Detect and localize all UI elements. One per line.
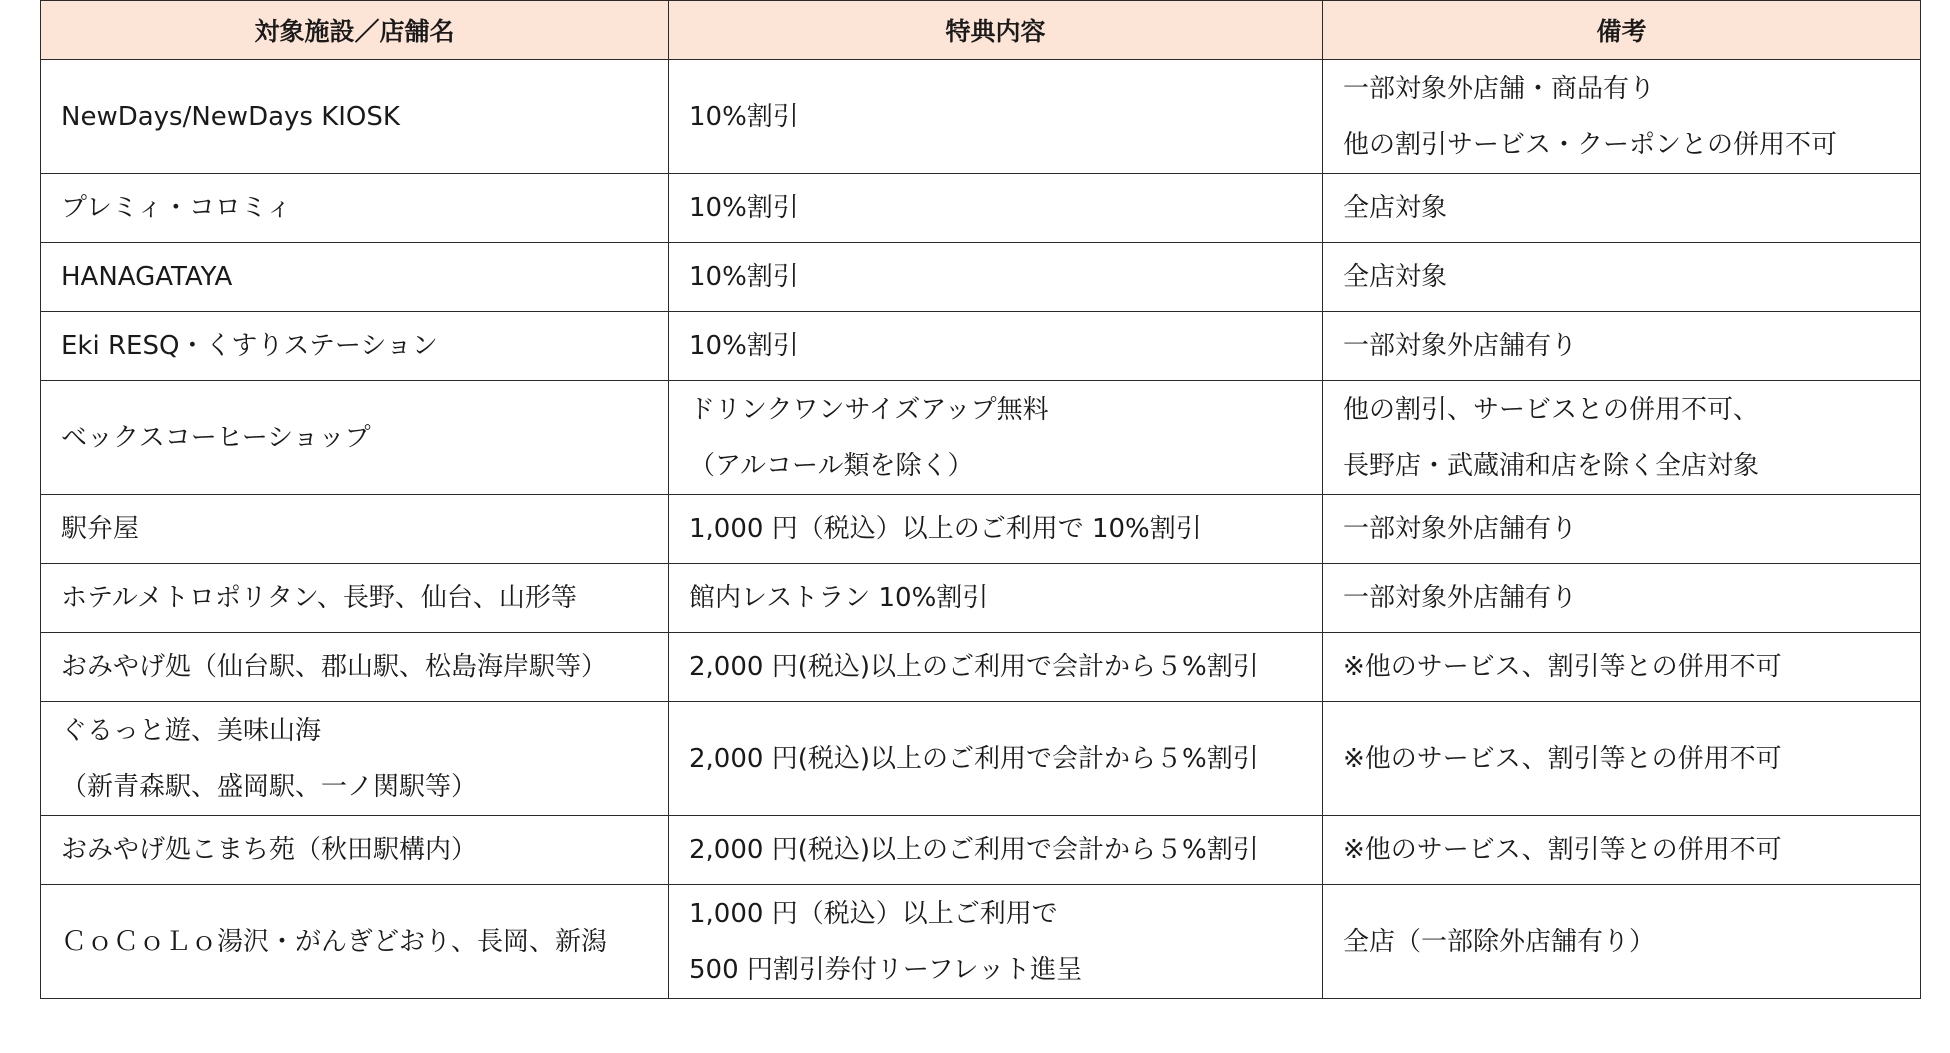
cell-note-line: ※他のサービス、割引等との併用不可 [1343, 835, 1782, 865]
table-body [41, 60, 1921, 999]
table-row [41, 885, 1921, 999]
cell-note-line: 一部対象外店舗・商品有り [1343, 73, 1656, 104]
cell-note [1323, 60, 1921, 174]
cell-benefit-line: 500 円割引券付リーフレット進呈 [689, 954, 1083, 985]
cell-facility-line: おみやげ処こまち苑（秋田駅構内） [61, 835, 478, 865]
cell-facility-line: Eki RESQ・くすりステーション [61, 331, 438, 361]
cell-note-line: 他の割引サービス・クーポンとの併用不可 [1343, 129, 1838, 160]
cell-facility [41, 633, 669, 702]
cell-benefit [669, 60, 1323, 174]
cell-facility [41, 564, 669, 633]
cell-note-line: 一部対象外店舗有り [1343, 331, 1578, 361]
cell-facility-line: プレミィ・コロミィ [61, 193, 292, 223]
cell-note [1323, 633, 1921, 702]
cell-benefit-line: 10%割引 [689, 262, 799, 292]
cell-benefit-line: 1,000 円（税込）以上のご利用で 10%割引 [689, 514, 1202, 544]
cell-benefit-line: 1,000 円（税込）以上ご利用で [689, 898, 1058, 929]
cell-benefit [669, 495, 1323, 564]
cell-benefit-line: 館内レストラン 10%割引 [689, 583, 989, 613]
cell-facility-line: ベックスコーヒーショップ [61, 422, 371, 453]
table-row [41, 816, 1921, 885]
table-row [41, 633, 1921, 702]
cell-benefit [669, 312, 1323, 381]
cell-facility [41, 312, 669, 381]
table-row [41, 564, 1921, 633]
cell-facility [41, 174, 669, 243]
cell-benefit [669, 381, 1323, 495]
cell-benefit-line: 2,000 円(税込)以上のご利用で会計から５%割引 [689, 743, 1259, 774]
cell-facility [41, 885, 669, 999]
cell-benefit [669, 816, 1323, 885]
benefits-table [40, 0, 1921, 999]
header-facility: 対象施設／店舗名 [41, 1, 669, 60]
cell-facility-line: HANAGATAYA [61, 262, 233, 292]
cell-facility [41, 702, 669, 816]
cell-note-line: ※他のサービス、割引等との併用不可 [1343, 652, 1782, 682]
cell-facility-line: 駅弁屋 [61, 514, 140, 544]
cell-note [1323, 495, 1921, 564]
cell-benefit-line: 10%割引 [689, 101, 799, 132]
table-row [41, 243, 1921, 312]
cell-note-line: 一部対象外店舗有り [1343, 583, 1578, 613]
cell-benefit [669, 564, 1323, 633]
cell-note-line: 全店対象 [1343, 193, 1448, 223]
cell-benefit [669, 885, 1323, 999]
cell-note [1323, 816, 1921, 885]
cell-note [1323, 381, 1921, 495]
cell-note-line: 他の割引、サービスとの併用不可、 [1343, 394, 1760, 425]
cell-benefit [669, 702, 1323, 816]
cell-facility [41, 381, 669, 495]
table-row [41, 60, 1921, 174]
cell-benefit [669, 243, 1323, 312]
cell-benefit [669, 633, 1323, 702]
cell-benefit-line: 2,000 円(税込)以上のご利用で会計から５%割引 [689, 835, 1259, 865]
cell-note [1323, 885, 1921, 999]
cell-benefit-line: 2,000 円(税込)以上のご利用で会計から５%割引 [689, 652, 1259, 682]
cell-benefit [669, 174, 1323, 243]
cell-facility [41, 816, 669, 885]
cell-facility-line: NewDays/NewDays KIOSK [61, 101, 400, 132]
cell-note [1323, 243, 1921, 312]
cell-facility-line: ぐるっと遊、美味山海 [61, 715, 322, 746]
cell-note [1323, 702, 1921, 816]
cell-benefit-line: 10%割引 [689, 193, 799, 223]
cell-note-line: ※他のサービス、割引等との併用不可 [1343, 743, 1782, 774]
cell-facility-line: （新青森駅、盛岡駅、一ノ関駅等） [61, 771, 478, 802]
cell-facility-line: ＣｏＣｏＬｏ湯沢・がんぎどおり、長岡、新潟 [61, 926, 608, 957]
cell-facility-line: ホテルメトロポリタン、長野、仙台、山形等 [61, 583, 577, 613]
cell-benefit-line: 10%割引 [689, 331, 799, 361]
cell-note [1323, 564, 1921, 633]
header-row [41, 1, 1921, 60]
cell-note-line: 全店（一部除外店舗有り） [1343, 926, 1656, 957]
cell-benefit-line: ドリンクワンサイズアップ無料 [689, 394, 1049, 425]
table-row [41, 495, 1921, 564]
cell-note [1323, 174, 1921, 243]
cell-facility [41, 60, 669, 174]
table-row [41, 312, 1921, 381]
table-row [41, 174, 1921, 243]
table-row [41, 381, 1921, 495]
cell-note-line: 一部対象外店舗有り [1343, 514, 1578, 544]
header-note: 備考 [1323, 1, 1921, 60]
cell-benefit-line: （アルコール類を除く） [689, 450, 974, 481]
cell-note-line: 長野店・武蔵浦和店を除く全店対象 [1343, 450, 1760, 481]
header-benefit: 特典内容 [669, 1, 1323, 60]
table-row [41, 702, 1921, 816]
cell-note-line: 全店対象 [1343, 262, 1448, 292]
cell-facility-line: おみやげ処（仙台駅、郡山駅、松島海岸駅等） [61, 652, 608, 682]
cell-facility [41, 495, 669, 564]
cell-note [1323, 312, 1921, 381]
cell-facility [41, 243, 669, 312]
